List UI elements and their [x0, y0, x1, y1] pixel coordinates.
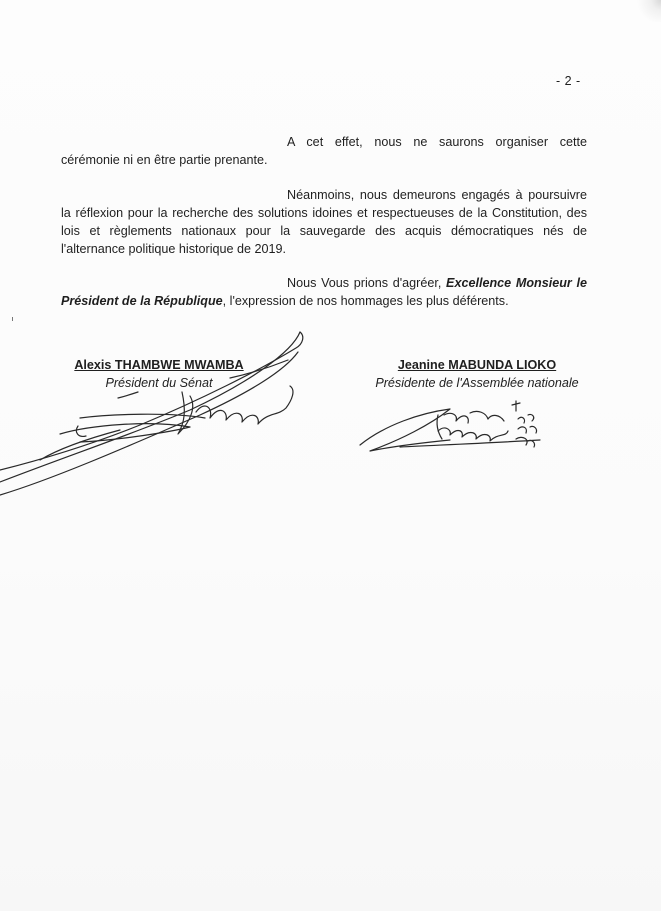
signatory-senate-name: Alexis THAMBWE MWAMBA	[74, 358, 244, 372]
paragraph-closing-text	[61, 274, 587, 310]
paragraph-1	[61, 133, 587, 169]
paragraph-2	[61, 186, 587, 258]
signatory-assembly-title: Présidente de l'Assemblée nationale	[375, 376, 579, 390]
signatory-assembly	[357, 356, 597, 392]
margin-mark	[12, 317, 13, 321]
paragraph-2-text: Néanmoins, nous demeurons engagés à poursuivre la réflexion pour la recherche des solutions idoines et respectueuses de la Constitution, des lois et règlements nationaux pour la sauvegarde des acquis démocratiques nés de l'alternance politique historique de 2019.	[61, 188, 587, 256]
page-number: - 2 -	[556, 74, 581, 88]
signatory-senate-title: Président du Sénat	[105, 376, 213, 390]
signatory-assembly-name: Jeanine MABUNDA LIOKO	[397, 358, 557, 372]
closing-tail: , l'expression de nos hommages les plus déférents.	[222, 294, 509, 308]
paragraph-closing	[61, 274, 587, 310]
scan-artifact	[621, 0, 661, 22]
paragraph-1-text: A cet effet, nous ne saurons organiser cette cérémonie ni en être partie prenante.	[61, 135, 587, 167]
closing-addressee: Excellence Monsieur le Président de la République	[61, 276, 587, 308]
signatory-senate	[44, 356, 274, 392]
signature-assembly-image	[340, 385, 580, 485]
closing-lead: Nous Vous prions d'agréer,	[287, 276, 447, 290]
